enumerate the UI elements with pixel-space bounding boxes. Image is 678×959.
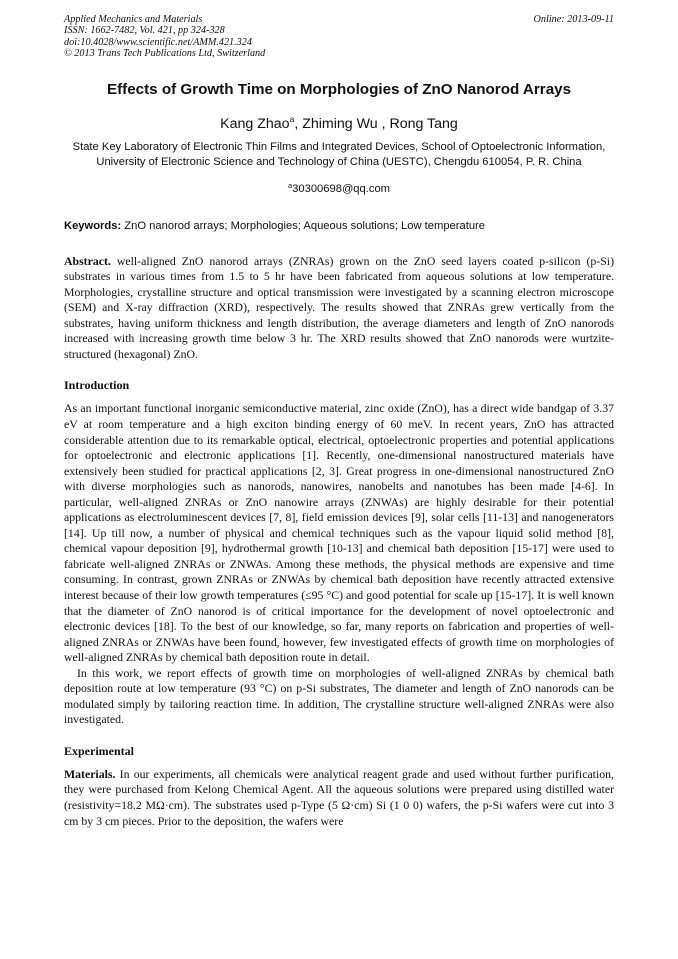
online-date: Online: 2013-09-11: [533, 14, 614, 25]
keywords-text: ZnO nanorod arrays; Morphologies; Aqueous solutions; Low temperature: [121, 219, 485, 232]
keywords: [64, 219, 614, 234]
copyright-line: © 2013 Trans Tech Publications Ltd, Switzerland: [64, 47, 266, 59]
email-address: 30300698@qq.com: [292, 182, 390, 195]
email-superscript: a: [288, 180, 293, 190]
materials-paragraph: [64, 767, 614, 829]
author-name: Kang Zhao: [220, 116, 290, 133]
doi-line: doi:10.4028/www.scientific.net/AMM.421.324: [64, 36, 252, 48]
abstract-text: well-aligned ZnO nanorod arrays (ZNRAs) grown on the ZnO seed layers coated p-silicon (p-Si) substrates in various times from 1.5 to 5 hr have been fabricated from aqueous solutions at low temperature. Morphologies, crystalline structure and optical transmission were investigated by a scanning electron microscope (SEM) and X-ray diffraction (XRD), respectively. The results showed that ZNRAs grew vertically from the substrates, having uniform thickness and length distribution, the average diameters and length of ZnO nanorods increased with increasing growth time below 3 hr. The XRD results showed that ZnO nanorods were wurtzite-structured (hexagonal) ZnO.: [64, 253, 614, 361]
affiliation: State Key Laboratory of Electronic Thin Films and Integrated Devices, School of Optoelectronic Information, University of Electronic Science and Technology of China (UESTC), Chengdu 610054, P. R. China: [72, 141, 606, 169]
author-list: [64, 111, 614, 133]
introduction-paragraph-1: As an important functional inorganic semiconductive material, zinc oxide (ZnO), has a direct wide bandgap of 3.37 eV at room temperature and a high exciton binding energy of 60 meV. In recent years, ZnO has attracted considerable attention due to its remarkable optical, electrical, optoelectronic properties and potential applications for optoelectronic and electronic applications [1]. Recently, one-dimensional nanostructured materials have extensively been studied for practical applications [2, 3]. Great progress in one-dimensional nanostructured ZnO with diverse morphologies such as nanorods, nanowires, nanobelts and nanotubes has been made [4-6]. In particular, well-aligned ZNRAs or ZnO nanowire arrays (ZNWAs) are highly desirable for their potential applications as electroluminescent devices [7, 8], field emission devices [9], solar cells [11-13] and nanogenerators [14]. Up till now, a number of physical and chemical techniques such as the vapour liquid solid method [8], chemical vapour deposition [9], hydrothermal growth [10-13] and chemical bath deposition [15-17] were used to fabricate well-aligned ZNRAs or ZNWAs. Among these methods, the physical methods are expensive and time consuming. In contrast, grown ZNRAs or ZNWAs by chemical bath deposition have recently attracted extensive interest because of their low growth temperatures (≤95 °C) and good potential for scale up [15-17]. It is well known that the diameter of ZnO nanorod is of critical importance for the development of novel optoelectronic and electronic devices [18]. To the best of our knowledge, so far, many reports on fabrication and properties of well-aligned ZNRAs or ZNWAs have been found, however, few investigated effects of growth time on morphologies of well-aligned ZNRAs by chemical bath deposition route in detail.: [64, 401, 614, 665]
materials-label: Materials.: [64, 766, 116, 781]
journal-info: [64, 14, 265, 59]
introduction-heading: Introduction: [64, 378, 130, 393]
journal-name: Applied Mechanics and Materials: [64, 14, 203, 25]
issn-line: ISSN: 1662-7482, Vol. 421, pp 324-328: [64, 25, 225, 37]
author-email: [64, 178, 614, 197]
abstract: [64, 254, 614, 363]
abstract-label: Abstract.: [64, 253, 111, 268]
materials-text: In our experiments, all chemicals were analytical reagent grade and used without further purification, they were purchased from Kelong Chemical Agent. All the aqueous solutions were prepared using distilled water (resistivity=18.2 MΩ·cm). The substrates used p-Type (5 Ω·cm) Si (1 0 0) wafers, the p-Si wafers were cut into 3 cm by 3 cm pieces. Prior to the deposition, the wafers were: [64, 766, 614, 828]
author-superscript: a: [289, 114, 295, 125]
paper-title: Effects of Growth Time on Morphologies of ZnO Nanorod Arrays: [106, 81, 572, 99]
experimental-heading: Experimental: [64, 743, 134, 758]
other-authors: , Zhiming Wu , Rong Tang: [294, 116, 458, 133]
introduction-paragraph-2: In this work, we report effects of growth time on morphologies of well-aligned ZNRAs by chemical bath deposition route at low temperature (93 °C) on p-Si substrates, The diameter and length of ZnO nanorods can be modulated simply by tailoring reaction time. In addition, The crystalline structure well-aligned ZNRAs were also investigated.: [64, 665, 614, 727]
keywords-label: Keywords:: [64, 219, 122, 232]
running-header: [64, 14, 614, 59]
